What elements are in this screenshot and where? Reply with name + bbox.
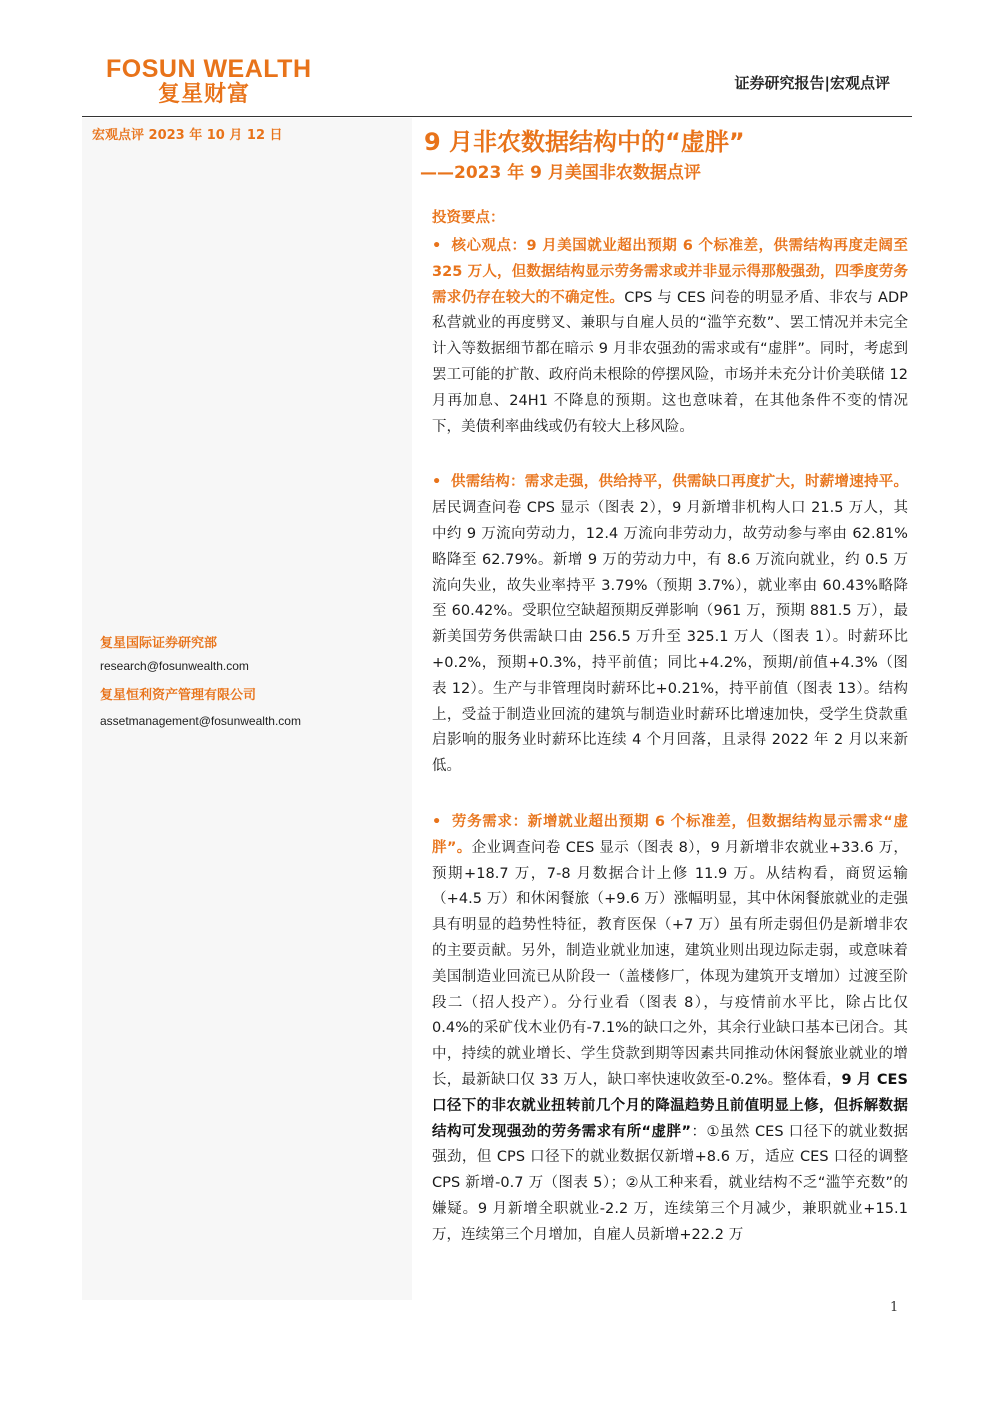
bullet-icon: • — [432, 474, 442, 491]
core-view-paragraph — [432, 234, 908, 440]
supply-demand-paragraph — [432, 470, 908, 780]
page-number: 1 — [890, 1300, 899, 1315]
core-view-text: CPS 与 CES 问卷的明显矛盾、非农与 ADP 私营就业的再度劈叉、兼职与自雇人员的“滥竽充数”、罢工情况并未完全计入等数据细节都在暗示 9 月非农强劲的需求或有“虚胖”。同时，考虑到罢工可能的扩散、政府尚未根除的停摆风险，市场并未充分计价美联储 12 月再加息、24H1 不降息的预期。这也意味着，在其他条件不变的情况下，美债利率曲线或仍有较大上移风险。 — [432, 289, 908, 435]
asset-mgmt-email-link[interactable]: assetmanagement@fosunwealth.com — [100, 714, 301, 728]
labor-demand-bold: 9 月 CES 口径下的非农就业扭转前几个月的降温趋势且前值明显上修，但拆解数据结构可发现强劲的劳务需求有所“虚胖” — [432, 1071, 908, 1140]
report-subtitle: ——2023 年 9 月美国非农数据点评 — [420, 163, 701, 183]
report-date: 宏观点评 2023 年 10 月 12 日 — [92, 128, 283, 143]
supply-demand-highlight: 供需结构：需求走强，供给持平，供需缺口再度扩大，时薪增速持平。 — [451, 474, 908, 491]
report-type: 证券研究报告|宏观点评 — [734, 74, 890, 92]
labor-demand-text-a: 企业调查问卷 CES 显示（图表 8），9 月新增非农就业+33.6 万，预期+18.7 万，7-8 月数据合计上修 11.9 万。从结构看，商贸运输（+4.5 万）和休闲餐旅（+9.6 万）涨幅明显，其中休闲餐旅就业的走强具有明显的趋势性特征，教育医保（+7 万）虽有所走弱但仍是新增非农的主要贡献。另外，制造业就业加速，建筑业则出现边际走弱，或意味着美国制造业回流已从阶段一（盖楼修厂，体现为建筑开支增加）过渡至阶段二（招人投产）。分行业看（图表 8），与疫情前水平比，除占比仅 0.4%的采矿伐木业仍有-7.1%的缺口之外，其余行业缺口基本已闭合。其中，持续的就业增长、学生贷款到期等因素共同推动休闲餐旅业就业的增长，最新缺口仅 33 万人，缺口率快速收敛至-0.2%。整体看， — [432, 839, 908, 1088]
labor-demand-paragraph — [432, 810, 908, 1249]
report-title: 9 月非农数据结构中的“虚胖” — [424, 128, 745, 156]
labor-demand-highlight: 劳务需求：新增就业超出预期 6 个标准差，但数据结构显示需求“虚胖”。 — [432, 813, 908, 856]
sidebar — [82, 118, 412, 1300]
core-view-highlight: 核心观点：9 月美国就业超出预期 6 个标准差，供需结构再度走阔至 325 万人，但数据结构显示劳务需求或并非显示得那般强劲，四季度劳务需求仍存在较大的不确定性。 — [432, 238, 908, 306]
asset-mgmt-name: 复星恒利资产管理有限公司 — [100, 688, 257, 703]
fosun-wealth-logo — [106, 56, 326, 108]
bullet-icon: • — [432, 813, 442, 830]
header-divider — [82, 116, 912, 117]
main-content — [432, 208, 908, 1248]
research-email-link[interactable]: research@fosunwealth.com — [100, 659, 249, 673]
logo-chinese: 复星财富 — [158, 82, 251, 107]
research-dept-name: 复星国际证券研究部 — [100, 636, 218, 651]
logo-english: FOSUN WEALTH — [106, 55, 312, 83]
bullet-icon: • — [432, 238, 442, 254]
supply-demand-text: 居民调查问卷 CPS 显示（图表 2），9 月新增非机构人口 21.5 万人，其中约 9 万流向劳动力，12.4 万流向非劳动力，故劳动参与率由 62.81%略降至 62.79%。新增 9 万的劳动力中，有 8.6 万流向就业，约 0.5 万流向失业，故失业率持平 3.79%（预期 3.7%），就业率由 60.43%略降至 60.42%。受职位空缺超预期反弹影响（961 万，预期 881.5 万），最新美国劳务供需缺口由 256.5 万升至 325.1 万人（图表 1）。时薪环比+0.2%，预期+0.3%，持平前值；同比+4.2%，预期/前值+4.3%（图表 12）。生产与非管理岗时薪环比+0.21%，持平前值（图表 13）。结构上，受益于制造业回流的建筑与制造业时薪环比增速加快，受学生贷款重启影响的服务业时薪环比连续 4 个月回落，且录得 2022 年 2 月以来新低。 — [432, 500, 908, 775]
labor-demand-text-b: ：①虽然 CES 口径下的就业数据强劲，但 CPS 口径下的就业数据仅新增+8.6 万，适应 CES 口径的调整 CPS 新增-0.7 万（图表 5）；②从工种来看，就业结构不乏“滥竽充数”的嫌疑。9 月新增全职就业-2.2 万，连续第三个月减少，兼职就业+15.1 万，连续第三个月增加，自雇人员新增+22.2 万 — [432, 1123, 908, 1243]
key-points-heading: 投资要点： — [432, 210, 505, 226]
